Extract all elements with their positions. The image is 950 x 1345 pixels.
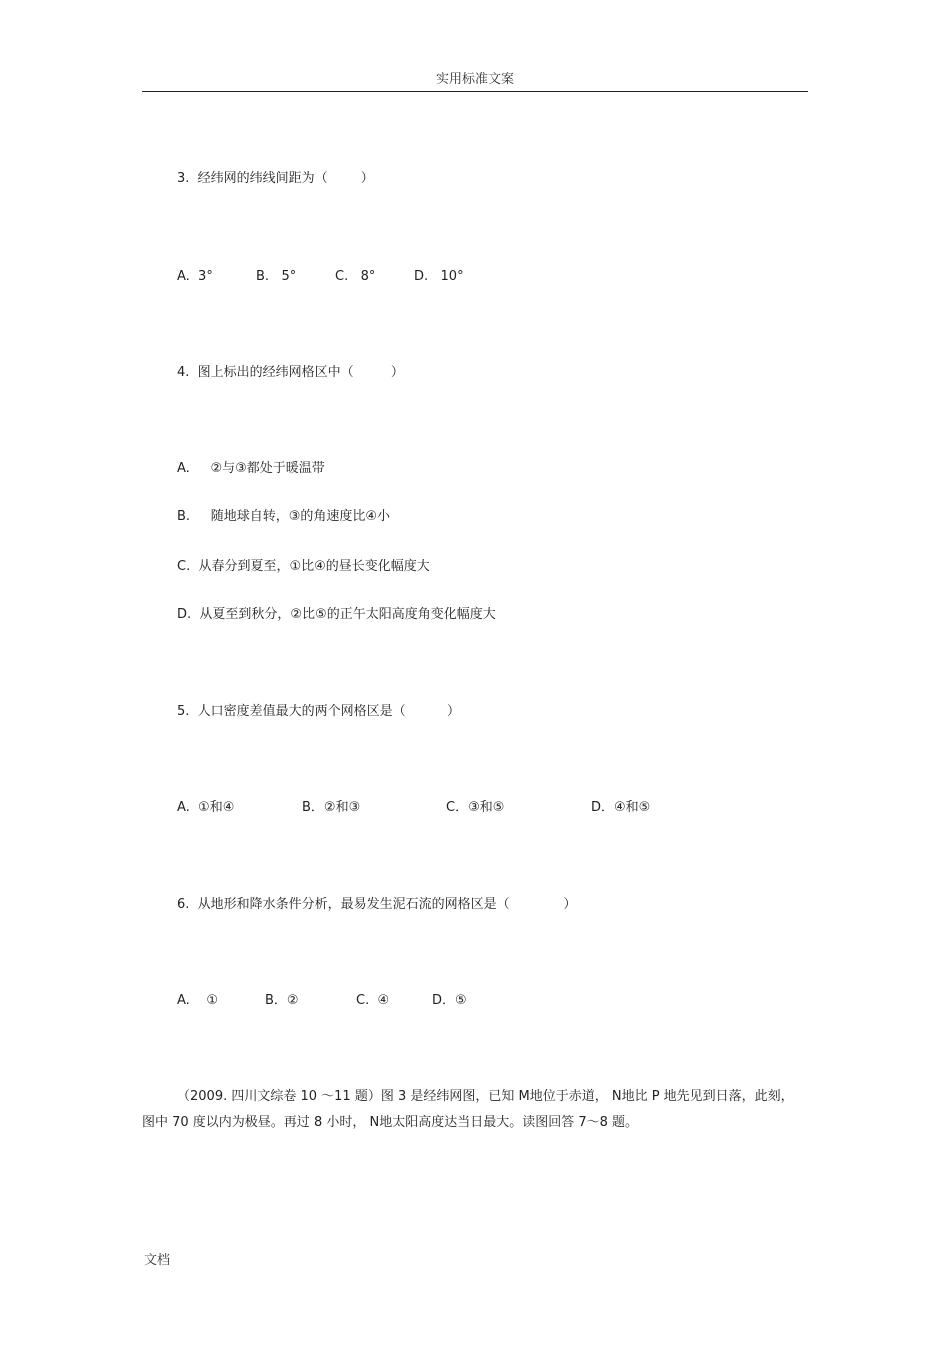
question-3-option-c: C. 8°: [335, 269, 376, 284]
question-6-option-a: A. ①: [177, 993, 218, 1008]
question-5-option-b: B．②和③: [302, 800, 361, 815]
question-6-option-d: D．⑤: [432, 993, 467, 1008]
question-3-option-b: B. 5°: [256, 269, 297, 284]
question-5-option-d: D．④和⑤: [591, 800, 651, 815]
question-6-option-c: C. ④: [356, 993, 390, 1008]
question-4-option-b: B. 随地球自转，③的角速度比④小: [177, 509, 391, 524]
question-3-stem: 3. 经纬网的纬线间距为（ ）: [177, 171, 374, 186]
question-4-option-d: D. 从夏至到秋分，②比⑤的正午太阳高度角变化幅度大: [177, 607, 496, 622]
question-6-option-b: B．②: [265, 993, 299, 1008]
question-5-option-a: A. ①和④: [177, 800, 235, 815]
question-4-option-a: A. ②与③都处于暖温带: [177, 461, 325, 476]
question-5-option-c: C．③和⑤: [446, 800, 505, 815]
question-4-option-c: C. 从春分到夏至，①比④的昼长变化幅度大: [177, 559, 430, 574]
header-divider: [142, 91, 808, 92]
question-6-stem: 6. 从地形和降水条件分析，最易发生泥石流的网格区是（ ）: [177, 897, 577, 912]
question-3-option-a: A. 3°: [177, 269, 213, 284]
question-3-option-d: D. 10°: [414, 269, 464, 284]
header-title: 实用标准文案: [435, 72, 514, 87]
footer-label: 文档: [144, 1253, 171, 1268]
question-5-stem: 5. 人口密度差值最大的两个网格区是（ ）: [177, 704, 460, 719]
question-4-stem: 4. 图上标出的经纬网格区中（ ）: [177, 365, 404, 380]
reading-passage: （2009. 四川文综卷 10 ～11 题）图 3 是经纬网图，已知 M地位于赤道， N地比 P 地先见到日落，此刻，图中 70 度以内为极昼。再过 8 小时， N地太阳高度达当日最大。读图回答 7～8 题。: [142, 1089, 794, 1130]
